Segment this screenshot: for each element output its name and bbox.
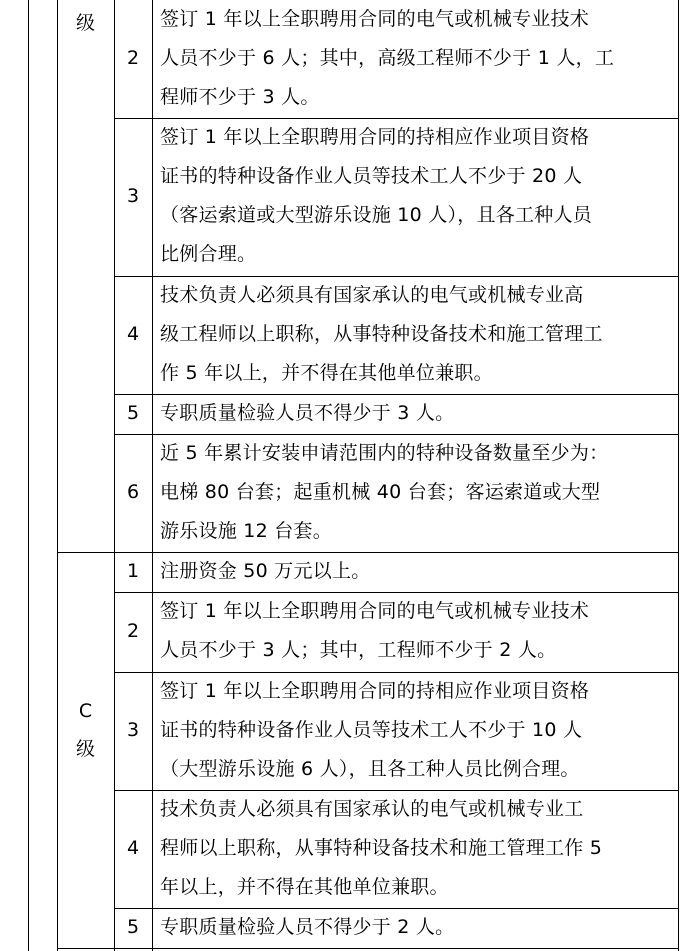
requirement-line: 近 5 年累计安装申请范围内的特种设备数量至少为： xyxy=(160,442,609,464)
grade-label xyxy=(57,692,114,768)
requirement-line: 作 5 年以上，并不得在其他单位兼职。 xyxy=(160,362,493,384)
requirement-line: 电梯 80 台套；起重机械 40 台套；客运索道或大型 xyxy=(160,481,601,503)
requirement-line: 年以上，并不得在其他单位兼职。 xyxy=(160,876,449,898)
requirement-line: 人员不少于 3 人；其中，工程师不少于 2 人。 xyxy=(160,639,557,661)
requirement-text xyxy=(160,908,674,947)
requirement-text xyxy=(160,0,674,117)
requirement-text xyxy=(160,790,674,907)
row-number: 2 xyxy=(126,620,140,642)
requirement-text xyxy=(160,118,674,274)
grid-line-vertical xyxy=(152,0,153,951)
requirement-text xyxy=(160,394,674,433)
requirement-line: 签订 1 年以上全职聘用合同的电气或机械专业技术 xyxy=(160,8,590,30)
requirement-line: 级工程师以上职称，从事特种设备技术和施工管理工 xyxy=(160,323,603,345)
row-number: 4 xyxy=(126,837,140,859)
row-number: 1 xyxy=(126,560,140,582)
grid-line-vertical xyxy=(28,0,29,951)
row-number: 3 xyxy=(126,719,140,741)
requirement-line: （客运索道或大型游乐设施 10 人），且各工种人员 xyxy=(160,204,593,226)
grade-label xyxy=(57,4,114,42)
requirement-line: （大型游乐设施 6 人），且各工种人员比例合理。 xyxy=(160,758,580,780)
grade-label-line: 级 xyxy=(75,738,95,760)
section-divider xyxy=(57,948,679,949)
requirement-line: 签订 1 年以上全职聘用合同的持相应作业项目资格 xyxy=(160,126,590,148)
grid-line-vertical xyxy=(57,0,58,951)
grade-label-line: 级 xyxy=(75,12,95,34)
requirement-line: 证书的特种设备作业人员等技术工人不少于 20 人 xyxy=(160,165,583,187)
requirement-text xyxy=(160,672,674,789)
requirement-line: 比例合理。 xyxy=(160,243,257,265)
requirement-line: 签订 1 年以上全职聘用合同的电气或机械专业技术 xyxy=(160,600,590,622)
row-number: 5 xyxy=(126,402,140,424)
grid-line-vertical xyxy=(114,0,115,951)
row-number: 4 xyxy=(126,323,140,345)
requirement-line: 程师不少于 3 人。 xyxy=(160,86,320,108)
requirement-line: 程师以上职称，从事特种设备技术和施工管理工作 5 xyxy=(160,837,603,859)
row-number: 2 xyxy=(126,47,140,69)
requirement-line: 证书的特种设备作业人员等技术工人不少于 10 人 xyxy=(160,719,583,741)
row-number: 3 xyxy=(126,185,140,207)
requirement-line: 签订 1 年以上全职聘用合同的持相应作业项目资格 xyxy=(160,680,590,702)
requirement-text xyxy=(160,592,674,670)
row-number: 6 xyxy=(126,481,140,503)
requirement-line: 专职质量检验人员不得少于 3 人。 xyxy=(160,402,455,424)
requirement-text xyxy=(160,552,674,591)
grid-line-vertical xyxy=(678,0,679,951)
requirement-line: 人员不少于 6 人；其中，高级工程师不少于 1 人，工 xyxy=(160,47,615,69)
requirement-line: 游乐设施 12 台套。 xyxy=(160,520,333,542)
requirement-line: 专职质量检验人员不得少于 2 人。 xyxy=(160,916,455,938)
row-number: 5 xyxy=(126,916,140,938)
requirement-line: 技术负责人必须具有国家承认的电气或机械专业工 xyxy=(160,798,584,820)
requirement-text xyxy=(160,276,674,393)
grade-label-line: C xyxy=(78,700,93,722)
requirement-line: 注册资金 50 万元以上。 xyxy=(160,560,371,582)
requirement-line: 技术负责人必须具有国家承认的电气或机械专业高 xyxy=(160,284,584,306)
requirement-text xyxy=(160,434,674,551)
